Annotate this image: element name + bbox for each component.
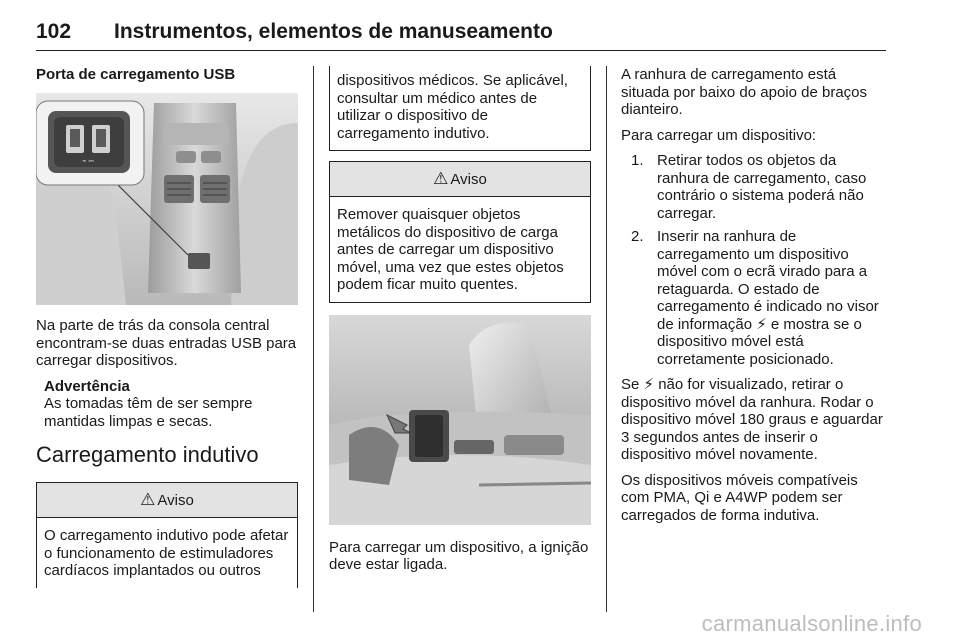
svg-text:⌁ ⎓: ⌁ ⎓ [81,157,95,165]
warning-box-2-title: Aviso [450,170,487,188]
usb-port-illustration [36,93,298,305]
charging-slot-illustration [329,315,591,525]
page-header [36,6,886,51]
ignition-caption: Para carregar um dispositivo, a ignição deve estar ligada. [329,538,589,573]
usb-description: Na parte de trás da consola central encontram-se duas entradas USB para carregar dispositivos. [36,317,297,369]
compatibility-text: Os dispositivos móveis compatíveis com PMA, Qi e A4WP podem ser carregados de forma indutiva. [621,471,858,524]
step-number: 2. [631,228,644,245]
usb-section-subtitle: Porta de carregamento USB [36,66,236,83]
warning-triangle-icon: ⚠ [140,490,156,509]
warning-triangle-icon: ⚠ [433,169,449,188]
warning-box-2-header [330,162,590,197]
warning-box-1 [36,482,298,588]
warning-box-1-title: Aviso [157,491,194,509]
page-number: 102 [36,20,72,43]
slot-location-text: A ranhura de carregamento está situada por baixo do apoio de braços dianteiro. [621,66,868,118]
section-title: Carregamento indutivo [36,442,259,467]
column-divider-2 [606,66,607,612]
inductive-charging-photo [329,315,591,525]
warning-box-1-text: O carregamento indutivo pode afetar o funcionamento de estimuladores cardíacos implantados ou outros [44,527,289,579]
warning-box-2-text: Remover quaisquer objetos metálicos do dispositivo de carga antes de carregar um dispositivo móvel, uma vez que estes objetos podem ficar muito quentes. [337,206,564,293]
column-3 [621,66,887,532]
step-text: Inserir na ranhura de carregamento um dispositivo móvel com o ecrã virado para a retaguarda. O estado de carregamento é indicado no visor de informação ⚡ e mostra se o dispositivo móvel está corretamente posicionado. [657,228,879,368]
warning-box-2 [329,161,591,303]
steps-intro: Para carregar um dispositivo: [621,126,817,144]
warning-box-1-continued-text: dispositivos médicos. Se aplicável, consultar um médico antes de utilizar o dispositivo de carregamento indutivo. [337,72,568,142]
step-number: 1. [631,152,644,169]
list-item [631,152,887,222]
warning-box-1-continued [329,66,591,151]
column-2 [329,66,591,582]
watermark: carmanualsonline.info [701,611,922,636]
usb-port-photo [36,93,298,305]
note-text: As tomadas têm de ser sempre mantidas limpas e secas. [44,395,253,430]
note-label: Advertência [44,377,130,395]
page-title: Instrumentos, elementos de manuseamento [114,20,553,43]
column-1 [36,62,298,588]
column-divider-1 [313,66,314,612]
list-item [631,228,887,368]
charging-steps [621,152,887,368]
warning-box-1-header [37,483,297,518]
retry-instructions: Se ⚡ não for visualizado, retirar o dispositivo móvel da ranhura. Rodar o dispositivo móvel 180 graus e aguardar 3 segundos antes de inserir o dispositivo móvel novamente. [621,376,883,463]
step-text: Retirar todos os objetos da ranhura de carregamento, caso contrário o sistema poderá não carregar. [657,152,867,222]
